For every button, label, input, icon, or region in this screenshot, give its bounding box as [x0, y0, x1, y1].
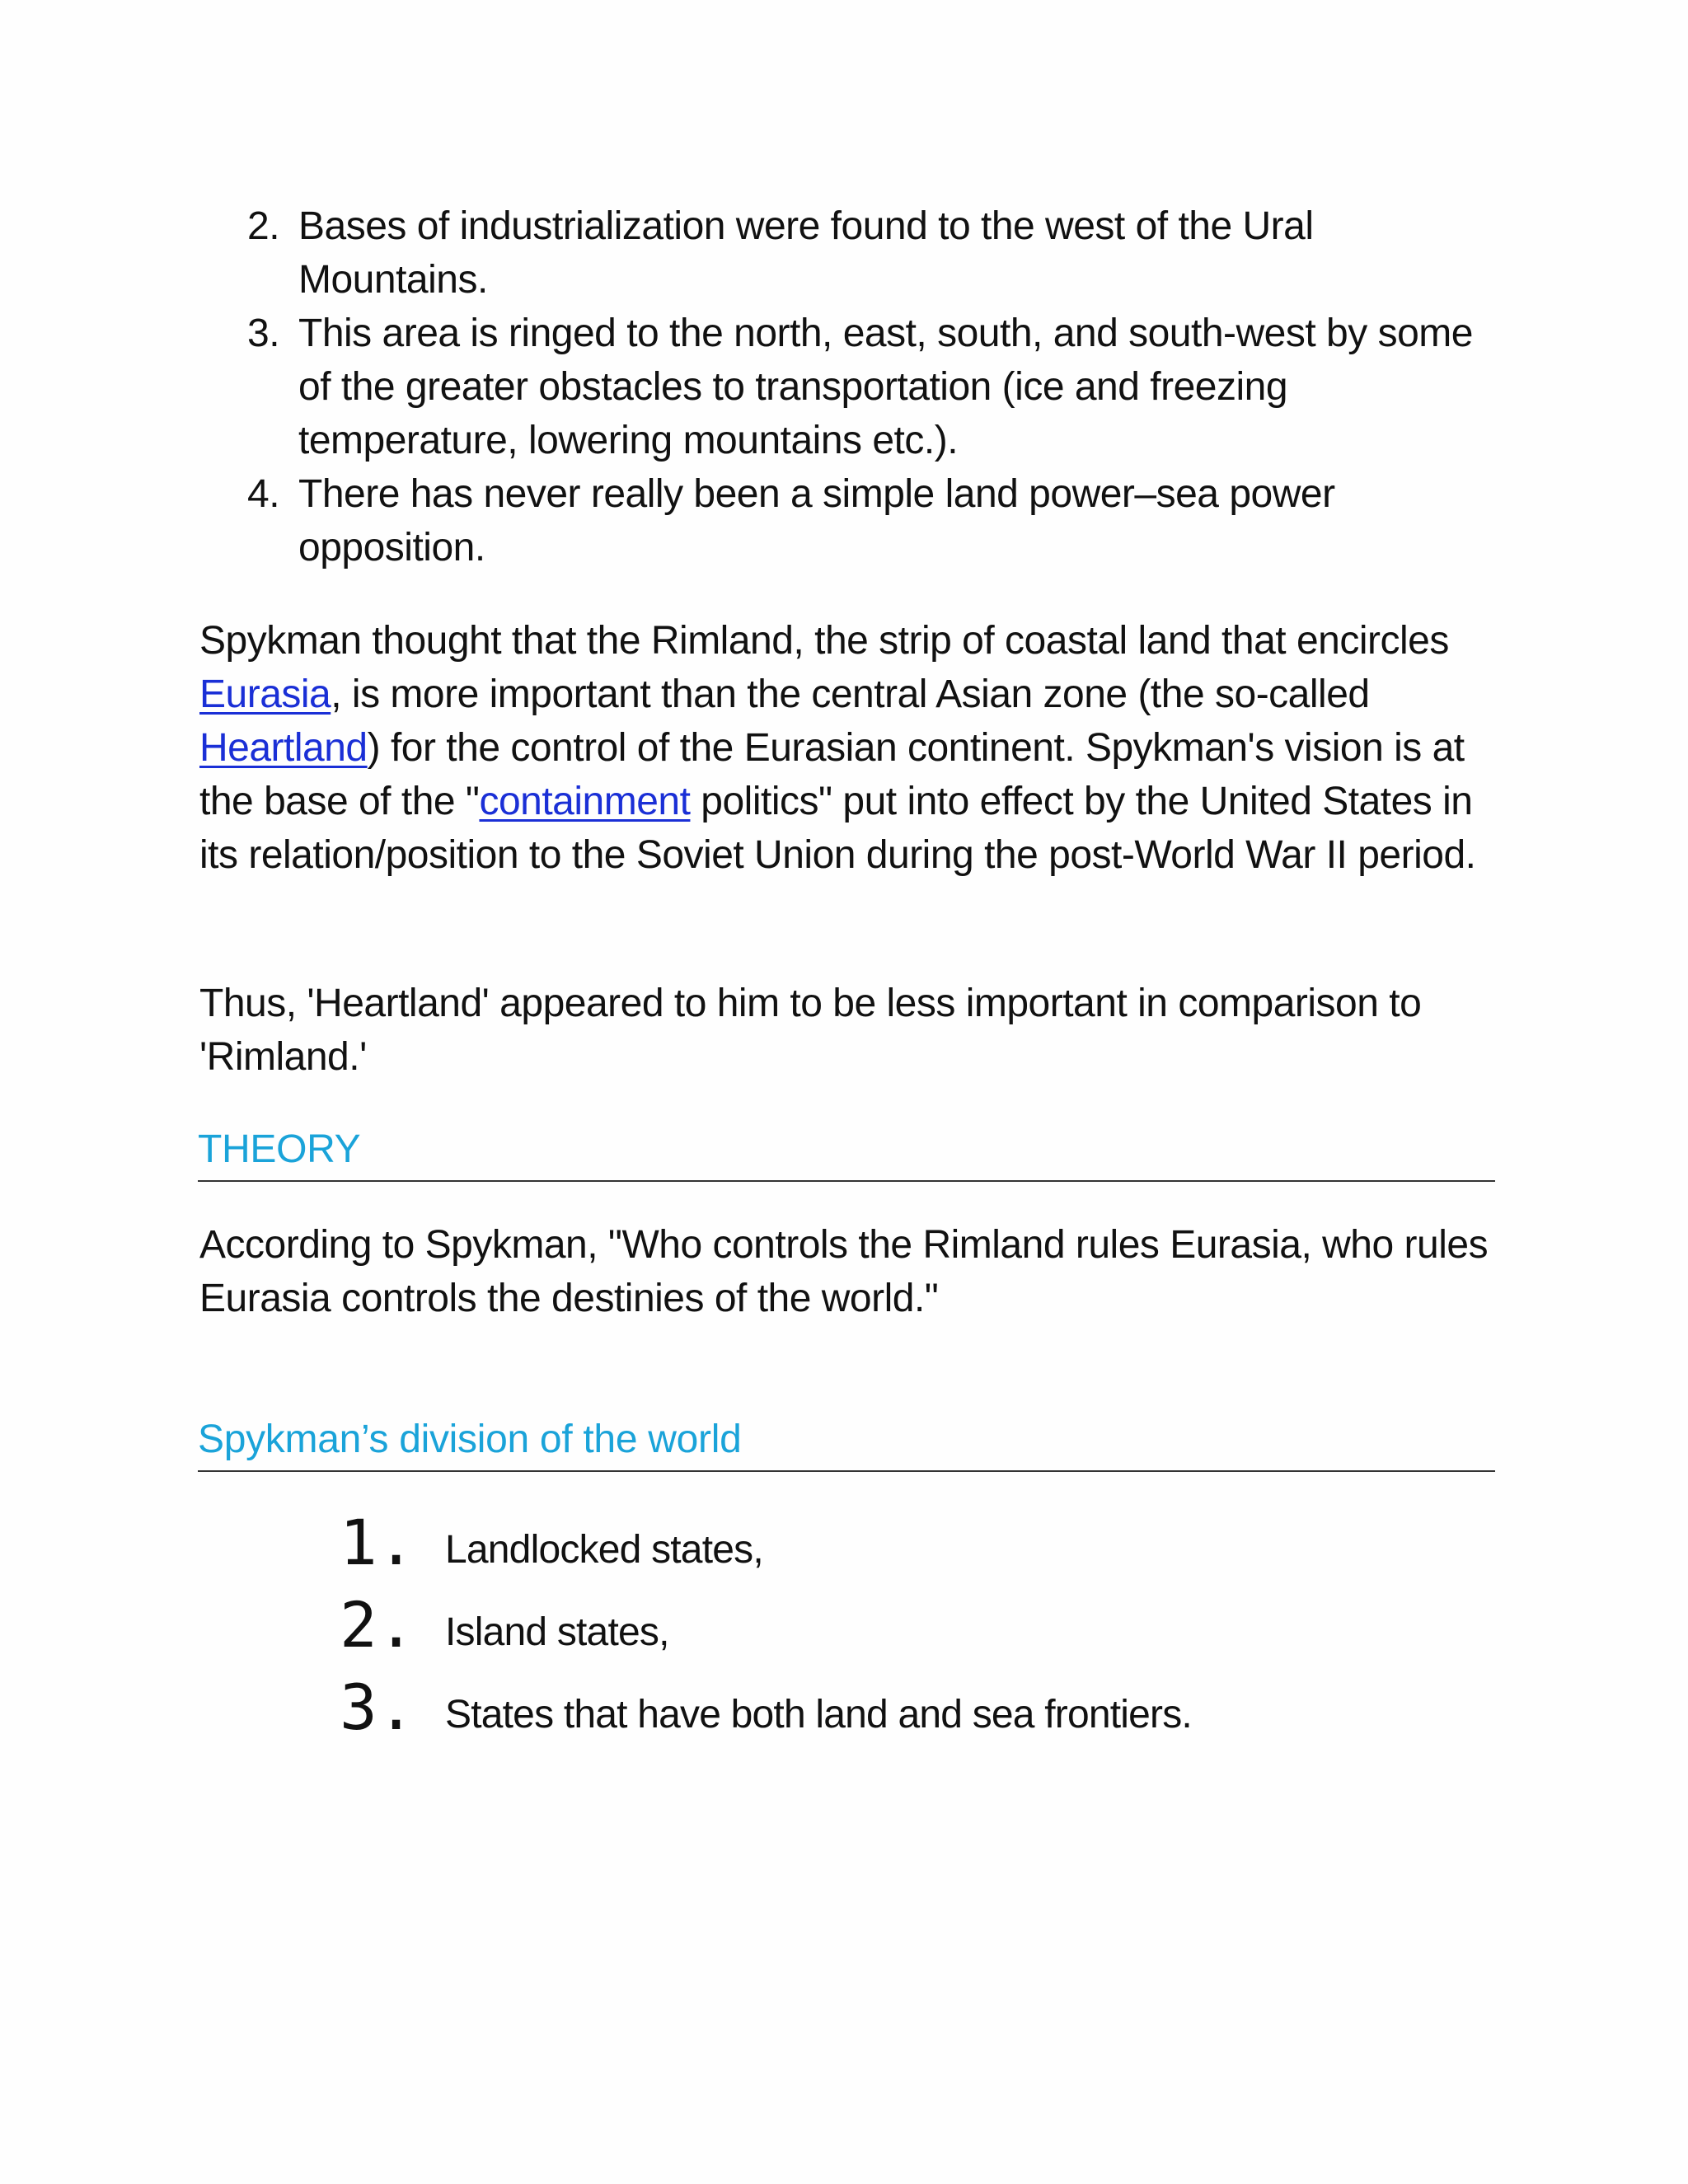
division-item-number: 2.: [340, 1588, 415, 1661]
theory-quote-paragraph: According to Spykman, "Who controls the Rimland rules Eurasia, who rules Eurasia controls the destinies of the world.": [199, 1223, 1489, 1320]
list-item-number: 3.: [247, 312, 280, 355]
theory-heading: THEORY: [198, 1124, 1495, 1182]
division-item-number: 3.: [340, 1671, 415, 1744]
heartland-comparison-paragraph: Thus, 'Heartland' appeared to him to be less important in comparison to 'Rimland.': [199, 982, 1422, 1079]
list-item-text: This area is ringed to the north, east, south, and south-west by some of the greater obstacles to transportation (ice and freezing temperature, lowering mountains etc.).: [298, 312, 1473, 462]
list-item: [247, 199, 1508, 307]
eurasia-link[interactable]: Eurasia: [199, 673, 331, 716]
division-heading: Spykman’s division of the world: [198, 1414, 1495, 1472]
division-item-number: 1.: [340, 1506, 415, 1579]
paragraph-text: , is more important than the central Asian zone (the so-called: [331, 673, 1370, 716]
numbered-list: [247, 199, 1508, 574]
paragraph-text: politics" put into effect by the United States in its relation/position to the Soviet Union during the post-World War II period.: [199, 780, 1476, 877]
list-item: [247, 307, 1508, 467]
division-item-text: Island states,: [445, 1610, 669, 1654]
rimland-paragraph: [199, 614, 1518, 882]
paragraph-text: ) for the control of the Eurasian continent. Spykman's vision is at the base of the ": [199, 726, 1465, 823]
list-item-number: 2.: [247, 204, 280, 248]
division-item-text: States that have both land and sea frontiers.: [445, 1693, 1192, 1736]
division-item-text: Landlocked states,: [445, 1528, 763, 1572]
paragraph-text: Spykman thought that the Rimland, the strip of coastal land that encircles: [199, 619, 1449, 663]
heartland-link[interactable]: Heartland: [199, 726, 368, 770]
list-item-number: 4.: [247, 472, 280, 516]
containment-link[interactable]: containment: [479, 780, 691, 823]
list-item-text: There has never really been a simple land power–sea power opposition.: [298, 472, 1335, 569]
list-item: [247, 467, 1508, 574]
list-item-text: Bases of industrialization were found to the west of the Ural Mountains.: [298, 204, 1314, 302]
